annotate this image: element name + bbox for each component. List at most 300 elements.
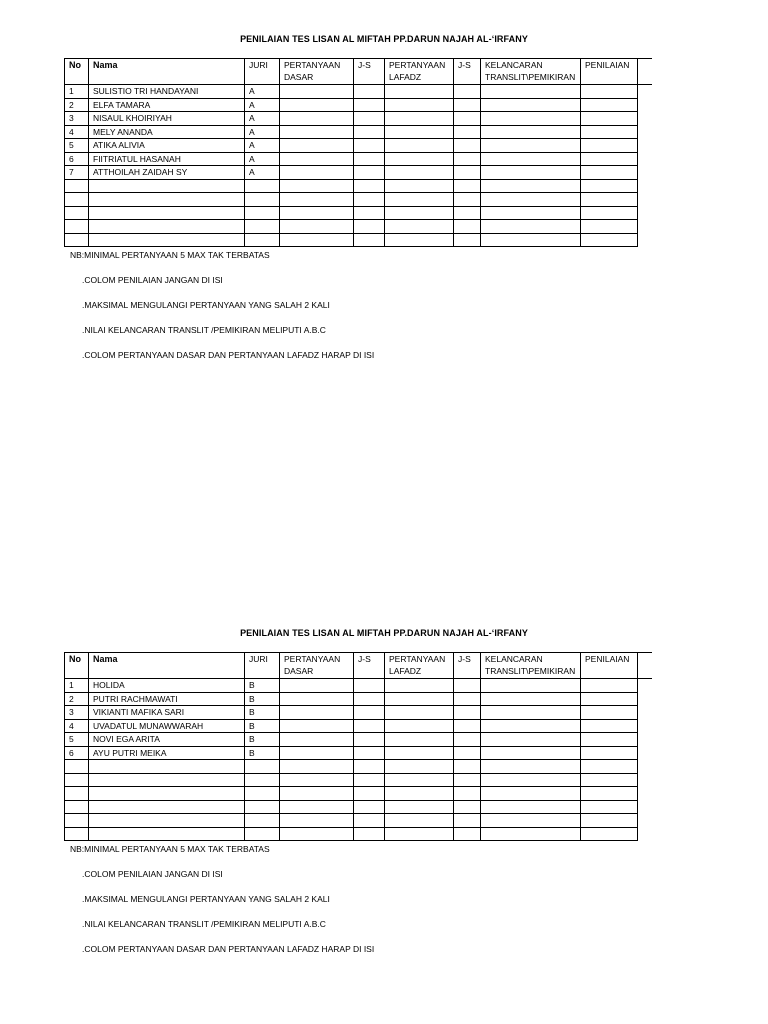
cell-pertanyaan-dasar[interactable] bbox=[280, 787, 354, 801]
cell-js-1[interactable] bbox=[354, 112, 385, 126]
cell-js-1[interactable] bbox=[354, 719, 385, 733]
cell-nama: ATTHOILAH ZAIDAH SY bbox=[89, 166, 245, 180]
cell-kelancaran[interactable] bbox=[481, 814, 581, 828]
assessment-table bbox=[64, 652, 652, 841]
cell-nama: HOLIDA bbox=[89, 679, 245, 693]
cell-pertanyaan-dasar[interactable] bbox=[280, 206, 354, 220]
cell-penilaian[interactable] bbox=[581, 827, 638, 841]
cell-pertanyaan-dasar[interactable] bbox=[280, 112, 354, 126]
table-row bbox=[65, 193, 652, 207]
cell-pertanyaan-lafadz[interactable] bbox=[385, 760, 454, 774]
cell-spacer bbox=[638, 787, 652, 801]
cell-js-2[interactable] bbox=[454, 773, 481, 787]
cell-kelancaran[interactable] bbox=[481, 125, 581, 139]
header-js-1: J-S bbox=[354, 653, 385, 679]
cell-nama bbox=[89, 193, 245, 207]
cell-pertanyaan-lafadz[interactable] bbox=[385, 800, 454, 814]
cell-no: 1 bbox=[65, 85, 89, 99]
table-row bbox=[65, 746, 652, 760]
cell-pertanyaan-dasar[interactable] bbox=[280, 733, 354, 747]
cell-penilaian[interactable] bbox=[581, 787, 638, 801]
sheet-title: PENILAIAN TES LISAN AL MIFTAH PP.DARUN NAJAH AL-‘IRFANY bbox=[240, 628, 528, 638]
cell-spacer bbox=[638, 692, 652, 706]
cell-js-1[interactable] bbox=[354, 787, 385, 801]
cell-js-2[interactable] bbox=[454, 679, 481, 693]
cell-nama bbox=[89, 800, 245, 814]
cell-js-2[interactable] bbox=[454, 193, 481, 207]
cell-no: 3 bbox=[65, 112, 89, 126]
cell-penilaian[interactable] bbox=[581, 85, 638, 99]
table-row bbox=[65, 125, 652, 139]
cell-spacer bbox=[638, 679, 652, 693]
cell-pertanyaan-dasar[interactable] bbox=[280, 85, 354, 99]
header-nama: Nama bbox=[89, 653, 245, 679]
cell-penilaian[interactable] bbox=[581, 800, 638, 814]
cell-js-2[interactable] bbox=[454, 166, 481, 180]
cell-juri: A bbox=[245, 112, 280, 126]
cell-js-2[interactable] bbox=[454, 139, 481, 153]
cell-js-2[interactable] bbox=[454, 152, 481, 166]
cell-spacer bbox=[638, 125, 652, 139]
cell-pertanyaan-lafadz[interactable] bbox=[385, 152, 454, 166]
cell-nama: FIITRIATUL HASANAH bbox=[89, 152, 245, 166]
table-row bbox=[65, 166, 652, 180]
cell-juri bbox=[245, 220, 280, 234]
cell-pertanyaan-dasar[interactable] bbox=[280, 233, 354, 247]
cell-spacer bbox=[638, 112, 652, 126]
cell-no: 6 bbox=[65, 152, 89, 166]
cell-js-1[interactable] bbox=[354, 206, 385, 220]
cell-spacer bbox=[638, 193, 652, 207]
cell-no bbox=[65, 220, 89, 234]
cell-no bbox=[65, 773, 89, 787]
table-body bbox=[65, 85, 652, 247]
cell-pertanyaan-lafadz[interactable] bbox=[385, 827, 454, 841]
cell-js-2[interactable] bbox=[454, 733, 481, 747]
cell-pertanyaan-lafadz[interactable] bbox=[385, 206, 454, 220]
cell-juri: A bbox=[245, 85, 280, 99]
cell-penilaian[interactable] bbox=[581, 746, 638, 760]
note-line: .MAKSIMAL MENGULANGI PERTANYAAN YANG SALAH 2 KALI bbox=[82, 894, 330, 904]
cell-juri bbox=[245, 193, 280, 207]
cell-juri: A bbox=[245, 152, 280, 166]
cell-no bbox=[65, 206, 89, 220]
note-line: .NILAI KELANCARAN TRANSLIT /PEMIKIRAN MELIPUTI A.B.C bbox=[82, 325, 326, 335]
cell-no: 5 bbox=[65, 139, 89, 153]
cell-js-1[interactable] bbox=[354, 139, 385, 153]
cell-nama bbox=[89, 179, 245, 193]
header-kelancaran: KELANCARAN TRANSLIT\PEMIKIRAN bbox=[481, 59, 581, 85]
cell-pertanyaan-dasar[interactable] bbox=[280, 193, 354, 207]
cell-js-1[interactable] bbox=[354, 773, 385, 787]
cell-penilaian[interactable] bbox=[581, 679, 638, 693]
cell-pertanyaan-lafadz[interactable] bbox=[385, 692, 454, 706]
note-nb: NB:MINIMAL PERTANYAAN 5 MAX TAK TERBATAS bbox=[70, 250, 270, 260]
cell-nama: MELY ANANDA bbox=[89, 125, 245, 139]
table-row bbox=[65, 733, 652, 747]
cell-spacer bbox=[638, 139, 652, 153]
cell-js-2[interactable] bbox=[454, 179, 481, 193]
cell-juri bbox=[245, 773, 280, 787]
cell-kelancaran[interactable] bbox=[481, 139, 581, 153]
cell-nama: ELFA TAMARA bbox=[89, 98, 245, 112]
cell-js-1[interactable] bbox=[354, 85, 385, 99]
sheet-title: PENILAIAN TES LISAN AL MIFTAH PP.DARUN NAJAH AL-‘IRFANY bbox=[240, 34, 528, 44]
cell-juri bbox=[245, 760, 280, 774]
table-row bbox=[65, 112, 652, 126]
table-row bbox=[65, 706, 652, 720]
cell-penilaian[interactable] bbox=[581, 814, 638, 828]
table-row bbox=[65, 679, 652, 693]
cell-pertanyaan-dasar[interactable] bbox=[280, 179, 354, 193]
cell-no bbox=[65, 179, 89, 193]
cell-spacer bbox=[638, 206, 652, 220]
header-js-2: J-S bbox=[454, 59, 481, 85]
header-penilaian: PENILAIAN bbox=[581, 59, 638, 85]
cell-spacer bbox=[638, 733, 652, 747]
cell-nama bbox=[89, 787, 245, 801]
cell-spacer bbox=[638, 233, 652, 247]
header-js-1: J-S bbox=[354, 59, 385, 85]
cell-no bbox=[65, 800, 89, 814]
cell-spacer bbox=[638, 706, 652, 720]
cell-penilaian[interactable] bbox=[581, 692, 638, 706]
cell-nama bbox=[89, 814, 245, 828]
cell-pertanyaan-lafadz[interactable] bbox=[385, 773, 454, 787]
cell-penilaian[interactable] bbox=[581, 706, 638, 720]
cell-juri bbox=[245, 179, 280, 193]
cell-nama: NISAUL KHOIRIYAH bbox=[89, 112, 245, 126]
cell-pertanyaan-dasar[interactable] bbox=[280, 800, 354, 814]
cell-js-2[interactable] bbox=[454, 827, 481, 841]
cell-kelancaran[interactable] bbox=[481, 760, 581, 774]
cell-kelancaran[interactable] bbox=[481, 746, 581, 760]
header-pertanyaan-lafadz: PERTANYAAN LAFADZ bbox=[385, 653, 454, 679]
cell-js-1[interactable] bbox=[354, 179, 385, 193]
cell-penilaian[interactable] bbox=[581, 193, 638, 207]
cell-js-2[interactable] bbox=[454, 233, 481, 247]
cell-juri: B bbox=[245, 706, 280, 720]
cell-js-1[interactable] bbox=[354, 152, 385, 166]
cell-no: 2 bbox=[65, 98, 89, 112]
cell-js-2[interactable] bbox=[454, 787, 481, 801]
header-pertanyaan-dasar: PERTANYAAN DASAR bbox=[280, 653, 354, 679]
cell-js-1[interactable] bbox=[354, 193, 385, 207]
cell-no bbox=[65, 193, 89, 207]
cell-kelancaran[interactable] bbox=[481, 152, 581, 166]
cell-js-1[interactable] bbox=[354, 233, 385, 247]
cell-js-2[interactable] bbox=[454, 125, 481, 139]
cell-pertanyaan-dasar[interactable] bbox=[280, 814, 354, 828]
cell-js-2[interactable] bbox=[454, 692, 481, 706]
cell-penilaian[interactable] bbox=[581, 179, 638, 193]
cell-juri: B bbox=[245, 679, 280, 693]
header-juri: JURI bbox=[245, 653, 280, 679]
cell-penilaian[interactable] bbox=[581, 139, 638, 153]
cell-kelancaran[interactable] bbox=[481, 692, 581, 706]
cell-pertanyaan-lafadz[interactable] bbox=[385, 179, 454, 193]
cell-nama bbox=[89, 773, 245, 787]
cell-kelancaran[interactable] bbox=[481, 98, 581, 112]
cell-nama bbox=[89, 206, 245, 220]
cell-spacer bbox=[638, 746, 652, 760]
cell-js-2[interactable] bbox=[454, 85, 481, 99]
cell-penilaian[interactable] bbox=[581, 233, 638, 247]
note-line: .COLOM PERTANYAAN DASAR DAN PERTANYAAN LAFADZ HARAP DI ISI bbox=[82, 944, 375, 954]
cell-juri: A bbox=[245, 98, 280, 112]
cell-pertanyaan-dasar[interactable] bbox=[280, 827, 354, 841]
cell-js-1[interactable] bbox=[354, 166, 385, 180]
cell-pertanyaan-lafadz[interactable] bbox=[385, 679, 454, 693]
cell-penilaian[interactable] bbox=[581, 733, 638, 747]
cell-pertanyaan-dasar[interactable] bbox=[280, 125, 354, 139]
cell-kelancaran[interactable] bbox=[481, 800, 581, 814]
cell-pertanyaan-lafadz[interactable] bbox=[385, 706, 454, 720]
table-row bbox=[65, 233, 652, 247]
header-pertanyaan-dasar: PERTANYAAN DASAR bbox=[280, 59, 354, 85]
cell-kelancaran[interactable] bbox=[481, 179, 581, 193]
cell-spacer bbox=[638, 220, 652, 234]
cell-js-1[interactable] bbox=[354, 706, 385, 720]
cell-pertanyaan-lafadz[interactable] bbox=[385, 193, 454, 207]
cell-juri bbox=[245, 800, 280, 814]
cell-spacer bbox=[638, 814, 652, 828]
cell-no: 1 bbox=[65, 679, 89, 693]
header-js-2: J-S bbox=[454, 653, 481, 679]
cell-nama bbox=[89, 220, 245, 234]
cell-spacer bbox=[638, 827, 652, 841]
assessment-table bbox=[64, 58, 652, 247]
cell-pertanyaan-lafadz[interactable] bbox=[385, 125, 454, 139]
cell-spacer bbox=[638, 152, 652, 166]
cell-js-1[interactable] bbox=[354, 746, 385, 760]
cell-juri bbox=[245, 233, 280, 247]
cell-js-1[interactable] bbox=[354, 760, 385, 774]
cell-nama: SULISTIO TRI HANDAYANI bbox=[89, 85, 245, 99]
cell-spacer bbox=[638, 98, 652, 112]
table-row bbox=[65, 206, 652, 220]
cell-juri: A bbox=[245, 125, 280, 139]
cell-no: 7 bbox=[65, 166, 89, 180]
cell-js-2[interactable] bbox=[454, 706, 481, 720]
cell-js-1[interactable] bbox=[354, 679, 385, 693]
cell-no bbox=[65, 787, 89, 801]
table-row bbox=[65, 98, 652, 112]
cell-kelancaran[interactable] bbox=[481, 706, 581, 720]
cell-kelancaran[interactable] bbox=[481, 220, 581, 234]
cell-pertanyaan-lafadz[interactable] bbox=[385, 139, 454, 153]
cell-nama bbox=[89, 233, 245, 247]
cell-pertanyaan-dasar[interactable] bbox=[280, 746, 354, 760]
cell-pertanyaan-dasar[interactable] bbox=[280, 166, 354, 180]
note-line: .COLOM PENILAIAN JANGAN DI ISI bbox=[82, 869, 223, 879]
cell-kelancaran[interactable] bbox=[481, 166, 581, 180]
header-no: No bbox=[65, 59, 89, 85]
cell-spacer bbox=[638, 719, 652, 733]
cell-penilaian[interactable] bbox=[581, 719, 638, 733]
header-juri: JURI bbox=[245, 59, 280, 85]
cell-kelancaran[interactable] bbox=[481, 679, 581, 693]
cell-no bbox=[65, 760, 89, 774]
cell-juri: B bbox=[245, 746, 280, 760]
cell-pertanyaan-dasar[interactable] bbox=[280, 706, 354, 720]
cell-no: 4 bbox=[65, 125, 89, 139]
cell-js-2[interactable] bbox=[454, 746, 481, 760]
note-line: .MAKSIMAL MENGULANGI PERTANYAAN YANG SALAH 2 KALI bbox=[82, 300, 330, 310]
cell-pertanyaan-dasar[interactable] bbox=[280, 719, 354, 733]
cell-juri: B bbox=[245, 719, 280, 733]
cell-kelancaran[interactable] bbox=[481, 773, 581, 787]
cell-nama: ATIKA ALIVIA bbox=[89, 139, 245, 153]
table-header-row bbox=[65, 59, 652, 85]
cell-juri bbox=[245, 814, 280, 828]
cell-penilaian[interactable] bbox=[581, 125, 638, 139]
cell-js-2[interactable] bbox=[454, 800, 481, 814]
cell-penilaian[interactable] bbox=[581, 220, 638, 234]
note-line: .COLOM PERTANYAAN DASAR DAN PERTANYAAN LAFADZ HARAP DI ISI bbox=[82, 350, 375, 360]
table-row bbox=[65, 787, 652, 801]
table-row bbox=[65, 179, 652, 193]
cell-spacer bbox=[638, 773, 652, 787]
cell-juri bbox=[245, 827, 280, 841]
cell-no: 6 bbox=[65, 746, 89, 760]
cell-juri bbox=[245, 787, 280, 801]
cell-no bbox=[65, 233, 89, 247]
cell-no: 5 bbox=[65, 733, 89, 747]
cell-pertanyaan-dasar[interactable] bbox=[280, 679, 354, 693]
cell-pertanyaan-lafadz[interactable] bbox=[385, 85, 454, 99]
cell-juri bbox=[245, 206, 280, 220]
table-body bbox=[65, 679, 652, 841]
header-extra-cell bbox=[638, 653, 652, 679]
cell-spacer bbox=[638, 179, 652, 193]
cell-kelancaran[interactable] bbox=[481, 787, 581, 801]
cell-kelancaran[interactable] bbox=[481, 193, 581, 207]
cell-js-1[interactable] bbox=[354, 125, 385, 139]
cell-penilaian[interactable] bbox=[581, 98, 638, 112]
cell-nama: NOVI EGA ARITA bbox=[89, 733, 245, 747]
cell-js-2[interactable] bbox=[454, 112, 481, 126]
cell-no: 4 bbox=[65, 719, 89, 733]
cell-js-1[interactable] bbox=[354, 220, 385, 234]
cell-pertanyaan-lafadz[interactable] bbox=[385, 166, 454, 180]
cell-no bbox=[65, 814, 89, 828]
table-row bbox=[65, 814, 652, 828]
cell-spacer bbox=[638, 166, 652, 180]
cell-nama: VIKIANTI MAFIKA SARI bbox=[89, 706, 245, 720]
header-kelancaran: KELANCARAN TRANSLIT\PEMIKIRAN bbox=[481, 653, 581, 679]
table-row bbox=[65, 139, 652, 153]
cell-penilaian[interactable] bbox=[581, 206, 638, 220]
cell-penilaian[interactable] bbox=[581, 760, 638, 774]
table-header-row bbox=[65, 653, 652, 679]
cell-js-2[interactable] bbox=[454, 719, 481, 733]
cell-spacer bbox=[638, 760, 652, 774]
cell-no: 2 bbox=[65, 692, 89, 706]
cell-kelancaran[interactable] bbox=[481, 233, 581, 247]
note-line: .NILAI KELANCARAN TRANSLIT /PEMIKIRAN MELIPUTI A.B.C bbox=[82, 919, 326, 929]
cell-nama: UVADATUL MUNAWWARAH bbox=[89, 719, 245, 733]
header-penilaian: PENILAIAN bbox=[581, 653, 638, 679]
cell-pertanyaan-dasar[interactable] bbox=[280, 152, 354, 166]
table-row bbox=[65, 800, 652, 814]
cell-pertanyaan-lafadz[interactable] bbox=[385, 220, 454, 234]
cell-js-1[interactable] bbox=[354, 733, 385, 747]
cell-pertanyaan-dasar[interactable] bbox=[280, 139, 354, 153]
cell-js-1[interactable] bbox=[354, 98, 385, 112]
cell-pertanyaan-lafadz[interactable] bbox=[385, 787, 454, 801]
cell-js-1[interactable] bbox=[354, 814, 385, 828]
cell-js-1[interactable] bbox=[354, 827, 385, 841]
cell-penilaian[interactable] bbox=[581, 152, 638, 166]
note-line: .COLOM PENILAIAN JANGAN DI ISI bbox=[82, 275, 223, 285]
cell-pertanyaan-dasar[interactable] bbox=[280, 760, 354, 774]
table-row bbox=[65, 152, 652, 166]
cell-js-2[interactable] bbox=[454, 206, 481, 220]
note-nb: NB:MINIMAL PERTANYAAN 5 MAX TAK TERBATAS bbox=[70, 844, 270, 854]
cell-spacer bbox=[638, 800, 652, 814]
cell-pertanyaan-dasar[interactable] bbox=[280, 98, 354, 112]
cell-juri: A bbox=[245, 139, 280, 153]
cell-juri: B bbox=[245, 733, 280, 747]
cell-pertanyaan-dasar[interactable] bbox=[280, 220, 354, 234]
header-extra-cell bbox=[638, 59, 652, 85]
cell-kelancaran[interactable] bbox=[481, 719, 581, 733]
table-row bbox=[65, 692, 652, 706]
cell-penilaian[interactable] bbox=[581, 166, 638, 180]
cell-pertanyaan-lafadz[interactable] bbox=[385, 746, 454, 760]
cell-spacer bbox=[638, 85, 652, 99]
cell-pertanyaan-lafadz[interactable] bbox=[385, 733, 454, 747]
table-row bbox=[65, 773, 652, 787]
cell-kelancaran[interactable] bbox=[481, 827, 581, 841]
header-no: No bbox=[65, 653, 89, 679]
cell-pertanyaan-lafadz[interactable] bbox=[385, 719, 454, 733]
table-row bbox=[65, 827, 652, 841]
cell-js-1[interactable] bbox=[354, 800, 385, 814]
cell-juri: A bbox=[245, 166, 280, 180]
cell-kelancaran[interactable] bbox=[481, 112, 581, 126]
cell-no: 3 bbox=[65, 706, 89, 720]
table-row bbox=[65, 719, 652, 733]
cell-kelancaran[interactable] bbox=[481, 85, 581, 99]
cell-js-2[interactable] bbox=[454, 814, 481, 828]
cell-pertanyaan-lafadz[interactable] bbox=[385, 112, 454, 126]
cell-pertanyaan-dasar[interactable] bbox=[280, 692, 354, 706]
cell-nama: AYU PUTRI MEIKA bbox=[89, 746, 245, 760]
cell-kelancaran[interactable] bbox=[481, 206, 581, 220]
cell-pertanyaan-lafadz[interactable] bbox=[385, 233, 454, 247]
cell-nama bbox=[89, 827, 245, 841]
table-row bbox=[65, 85, 652, 99]
cell-no bbox=[65, 827, 89, 841]
cell-pertanyaan-dasar[interactable] bbox=[280, 773, 354, 787]
cell-juri: B bbox=[245, 692, 280, 706]
cell-js-2[interactable] bbox=[454, 220, 481, 234]
header-pertanyaan-lafadz: PERTANYAAN LAFADZ bbox=[385, 59, 454, 85]
cell-nama bbox=[89, 760, 245, 774]
cell-penilaian[interactable] bbox=[581, 773, 638, 787]
cell-kelancaran[interactable] bbox=[481, 733, 581, 747]
cell-penilaian[interactable] bbox=[581, 112, 638, 126]
cell-pertanyaan-lafadz[interactable] bbox=[385, 814, 454, 828]
table-row bbox=[65, 220, 652, 234]
cell-pertanyaan-lafadz[interactable] bbox=[385, 98, 454, 112]
cell-js-2[interactable] bbox=[454, 98, 481, 112]
header-nama: Nama bbox=[89, 59, 245, 85]
cell-js-1[interactable] bbox=[354, 692, 385, 706]
cell-js-2[interactable] bbox=[454, 760, 481, 774]
